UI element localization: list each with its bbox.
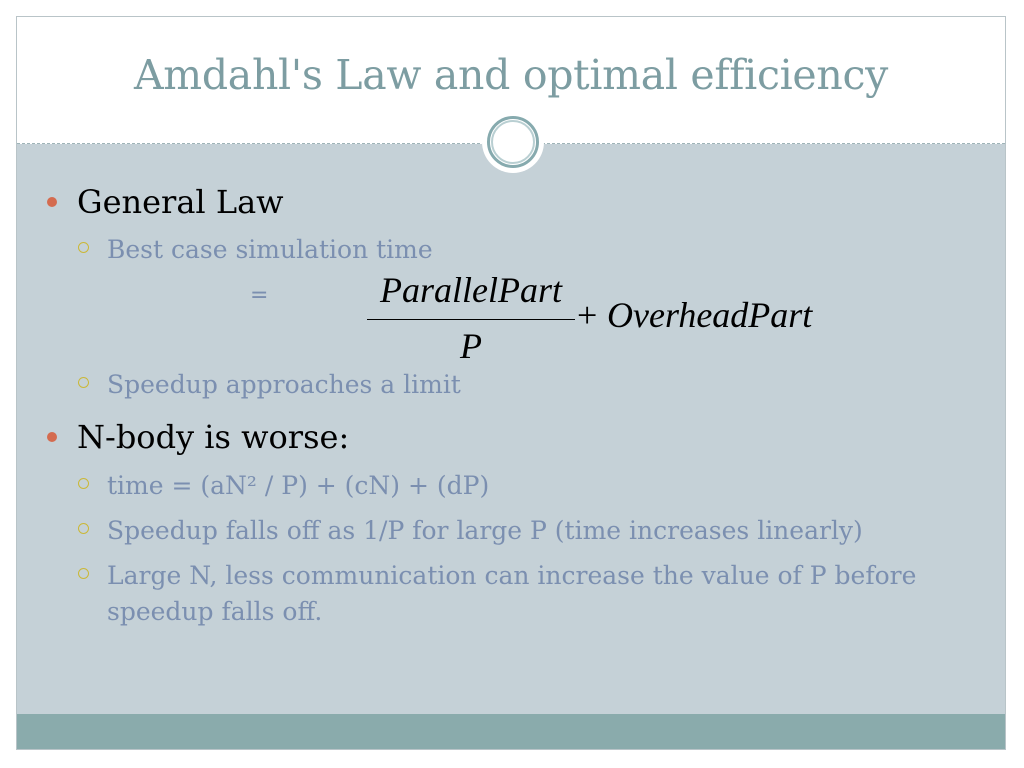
- slide-title: Amdahl's Law and optimal efficiency: [133, 51, 889, 99]
- bullet-ring-icon: [78, 377, 89, 388]
- bullet-ring-icon: [78, 242, 89, 253]
- sub-bullet-speedup-falls-off: [107, 513, 863, 549]
- sub-bullet-text: Best case simulation time: [107, 235, 433, 264]
- slide: [16, 16, 1006, 750]
- ornament-ring-inner: [491, 120, 535, 164]
- sub-bullet-text: time = (aN² / P) + (cN) + (dP): [107, 471, 490, 500]
- bullet-ring-icon: [78, 478, 89, 489]
- sub-bullet-text: Large N, less communication can increase the value of P before speedup falls off.: [107, 561, 917, 626]
- bullet-ring-icon: [78, 523, 89, 534]
- sub-bullet-large-n: [107, 558, 977, 630]
- formula-numerator: ParallelPart: [380, 270, 562, 310]
- formula-overhead-part: OverheadPart: [607, 295, 813, 335]
- bullet-dot-icon: [47, 197, 57, 207]
- footer-bar: [17, 714, 1005, 749]
- formula-denominator: P: [460, 326, 482, 366]
- sub-bullet-time-formula: [107, 468, 489, 504]
- formula-fraction-bar: [367, 319, 575, 320]
- sub-bullet-text: Speedup approaches a limit: [107, 370, 461, 399]
- bullet-dot-icon: [47, 432, 57, 442]
- bullet-text: General Law: [77, 183, 284, 221]
- bullet-text: N-body is worse:: [77, 418, 350, 456]
- formula-equals: =: [250, 283, 269, 308]
- bullet-n-body: [77, 417, 349, 457]
- sub-bullet-text: Speedup falls off as 1/P for large P (time increases linearly): [107, 516, 863, 545]
- bullet-ring-icon: [78, 568, 89, 579]
- bullet-general-law: [77, 182, 284, 222]
- sub-bullet-speedup-limit: [107, 367, 461, 403]
- formula-plus: +: [577, 295, 598, 335]
- sub-bullet-best-case: [107, 232, 433, 268]
